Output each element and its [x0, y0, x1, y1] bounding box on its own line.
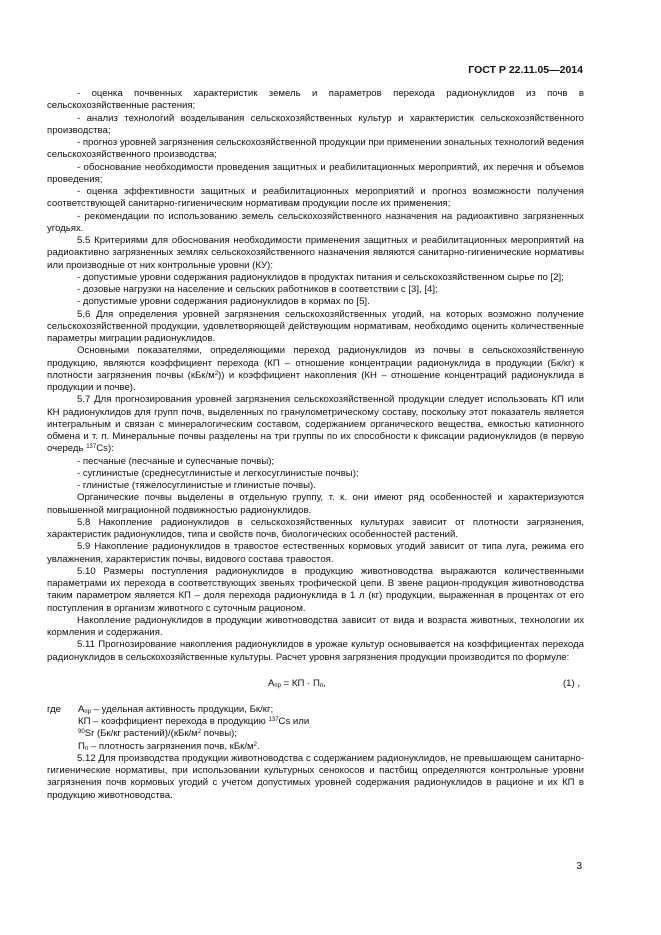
list-item: - глинистые (тяжелосуглинистые и глинистые почвы).: [77, 480, 316, 491]
list-item: - прогноз уровней загрязнения сельскохозяйственной продукции при применении зональных технологий ведения сельскохозяйственного производства;: [47, 137, 585, 161]
superscript: 90: [78, 729, 85, 736]
text-span: )) и коэффициент накопления (КН – отношение концентраций радионуклида в продукции и почве).: [47, 369, 584, 393]
list-item: - дозовые нагрузки на население и сельских работников в соответствии с [3], [4];: [77, 284, 438, 295]
legend-text: – удельная активность продукции, Бк/кг;: [91, 703, 274, 715]
document-body: [47, 88, 584, 802]
paragraph-5-6: 5.6 Для определения уровней загрязнения сельскохозяйственных угодий, на которых возможно получение сельскохозяйственной продукции, удовлетворяющей действующим нормативам, необходимо оценить количественные параметры миграции радионуклидов.: [47, 308, 584, 344]
legend-text: КП – коэффициент перехода в продукцию: [78, 716, 269, 727]
list-item: - песчаные (песчаные и супесчаные почвы);: [77, 455, 275, 467]
list-item: - допустимые уровни содержания радионуклидов в кормах по [5].: [77, 296, 370, 308]
legend-row: [47, 704, 584, 716]
formula-rhs: = КП · П: [281, 677, 320, 689]
where-word: где: [47, 703, 62, 715]
legend-text: Sr (Бк/кг растений)/(кБк/м: [84, 728, 198, 740]
subscript: п: [84, 745, 89, 752]
legend-row: [47, 741, 584, 753]
legend-text: .: [256, 740, 260, 752]
paragraph-5-6-indicators: [47, 345, 584, 394]
legend-row: [47, 716, 584, 728]
list-item: - оценка почвенных характеристик земель и параметров перехода радионуклидов из почв в сельскохозяйственные растения;: [47, 88, 584, 112]
list-item: - суглинистые (среднесуглинистые и легкосуглинистые почвы);: [77, 467, 359, 479]
formula-expression: [268, 678, 326, 690]
paragraph-5-12: 5.12 Для производства продукции животноводства с содержанием радионуклидов, не превышающем санитарно-гигиенические нормативы, при использовании культурных сенокосов и пастбищ определяются контрольные уровни загрязнения почв кормовых угодий с учетом допустимых уровней содержания радионуклидов в рационе и их КП в продукцию животноводства.: [47, 752, 584, 801]
list-item: - оценка эффективности защитных и реабилитационных мероприятий и прогноз возможности получения соответствующей санитарно-гигиеническим нормативам продукции после их применения;: [47, 186, 584, 210]
list-item: - обоснование необходимости проведения защитных и реабилитационных мероприятий, их перечня и объемов проведения;: [47, 161, 584, 185]
legend-text: Cs или: [278, 716, 310, 727]
legend-text: почвы);: [201, 728, 237, 740]
list-item: - допустимые уровни содержания радионуклидов в продуктах питания и сельскохозяйственном сырье по [2];: [77, 271, 564, 283]
paragraph-5-8: 5.8 Накопление радионуклидов в сельскохозяйственных культурах зависит от плотности загрязнения, характеристик радионуклидов, типа и свойств почв, биологических особенностей растений.: [47, 516, 584, 540]
legend-row: [47, 728, 584, 740]
document-code-header: ГОСТ Р 22.11.05—2014: [468, 64, 583, 76]
paragraph-5-7: [47, 394, 584, 455]
legend-symbol: А: [78, 703, 85, 715]
formula-lhs: А: [268, 677, 275, 689]
legend-text: – плотность загрязнения почв, кБк/м: [88, 740, 254, 752]
legend-symbol: П: [78, 740, 85, 752]
text-span: 5.7 Для прогнозирования уровней загрязнения сельскохозяйственной продукции следует использовать КП или КН радионуклидов для групп почв, выделенных по гранулометрическому составу, поскольку этот показатель является интегральным и связан с минералогическим составом, содержанием органического вещества, емкостью катионного обмена и т. п. Минеральные почвы разделены на три группы по их способности к фиксации радионуклидов (в первую очередь: [47, 394, 584, 455]
paragraph-5-11: 5.11 Прогнозирование накопления радионуклидов в урожае культур основывается на коэффициентах перехода радионуклидов в сельскохозяйственные культуры. Расчет уровня загрязнения продукции производится по формуле:: [47, 639, 584, 663]
subscript: пр: [84, 708, 91, 715]
superscript: 137: [268, 717, 279, 723]
paragraph-organic-soils: Органические почвы выделены в отдельную группу, т. к. они имеют ряд особенностей и характеризуются повышенной миграционной подвижностью радионуклидов.: [47, 492, 584, 516]
text-span: Основными показателями, определяющими переход радионуклидов из почвы в сельскохозяйственную продукцию, являются коэффициент перехода (КП – отношение концентрации радионуклида в продукции (Бк/кг) к плотности загрязнения почвы (кБк/м: [47, 345, 584, 381]
isotope-mass-number: 137: [86, 444, 97, 451]
superscript: 2: [253, 741, 257, 748]
text-span: ):: [107, 443, 114, 455]
paragraph-5-9: 5.9 Накопление радионуклидов в травостое естественных кормовых угодий зависит от типа луга, режима его увлажнения, характеристик почвы, видового состава травостоя.: [47, 541, 584, 565]
superscript: 2: [214, 370, 219, 377]
isotope-symbol: Cs: [96, 443, 108, 455]
page-number: 3: [576, 861, 582, 872]
list-item: - рекомендации по использованию земель сельскохозяйственного назначения на радиоактивно загрязненных угодьях.: [47, 210, 584, 234]
subscript: пр: [274, 682, 281, 689]
formula-end: ,: [323, 677, 326, 689]
paragraph-5-5: 5.5 Критериями для обоснования необходимости применения защитных и реабилитационных мероприятий на радиоактивно загрязненных землях сельскохозяйственного назначения являются санитарно-гигиенические нормативы или производные от них контрольные уровни (КУ):: [47, 235, 584, 271]
paragraph-5-10: 5.10 Размеры поступления радионуклидов в продукцию животноводства выражаются количественными параметрами их перехода в соответствующих звеньях трофической цепи. В звене рацион-продукция животноводства таким параметром является КП – доля перехода радионуклида в 1 л (кг) продукции, выраженная в процентах от его поступления в организм животного с суточным рационом.: [47, 565, 584, 614]
paragraph-5-10-livestock: Накопление радионуклидов в продукции животноводства зависит от вида и возраста животных, технологии их кормления и содержания.: [47, 614, 584, 638]
formula-number: (1) ,: [562, 677, 580, 689]
superscript: 2: [197, 729, 202, 736]
list-item: - анализ технологий возделывания сельскохозяйственных культур и характеристик сельскохозяйственного производства;: [47, 112, 584, 136]
formula-legend: [47, 704, 584, 753]
subscript: п: [319, 682, 324, 689]
formula: [47, 673, 584, 697]
